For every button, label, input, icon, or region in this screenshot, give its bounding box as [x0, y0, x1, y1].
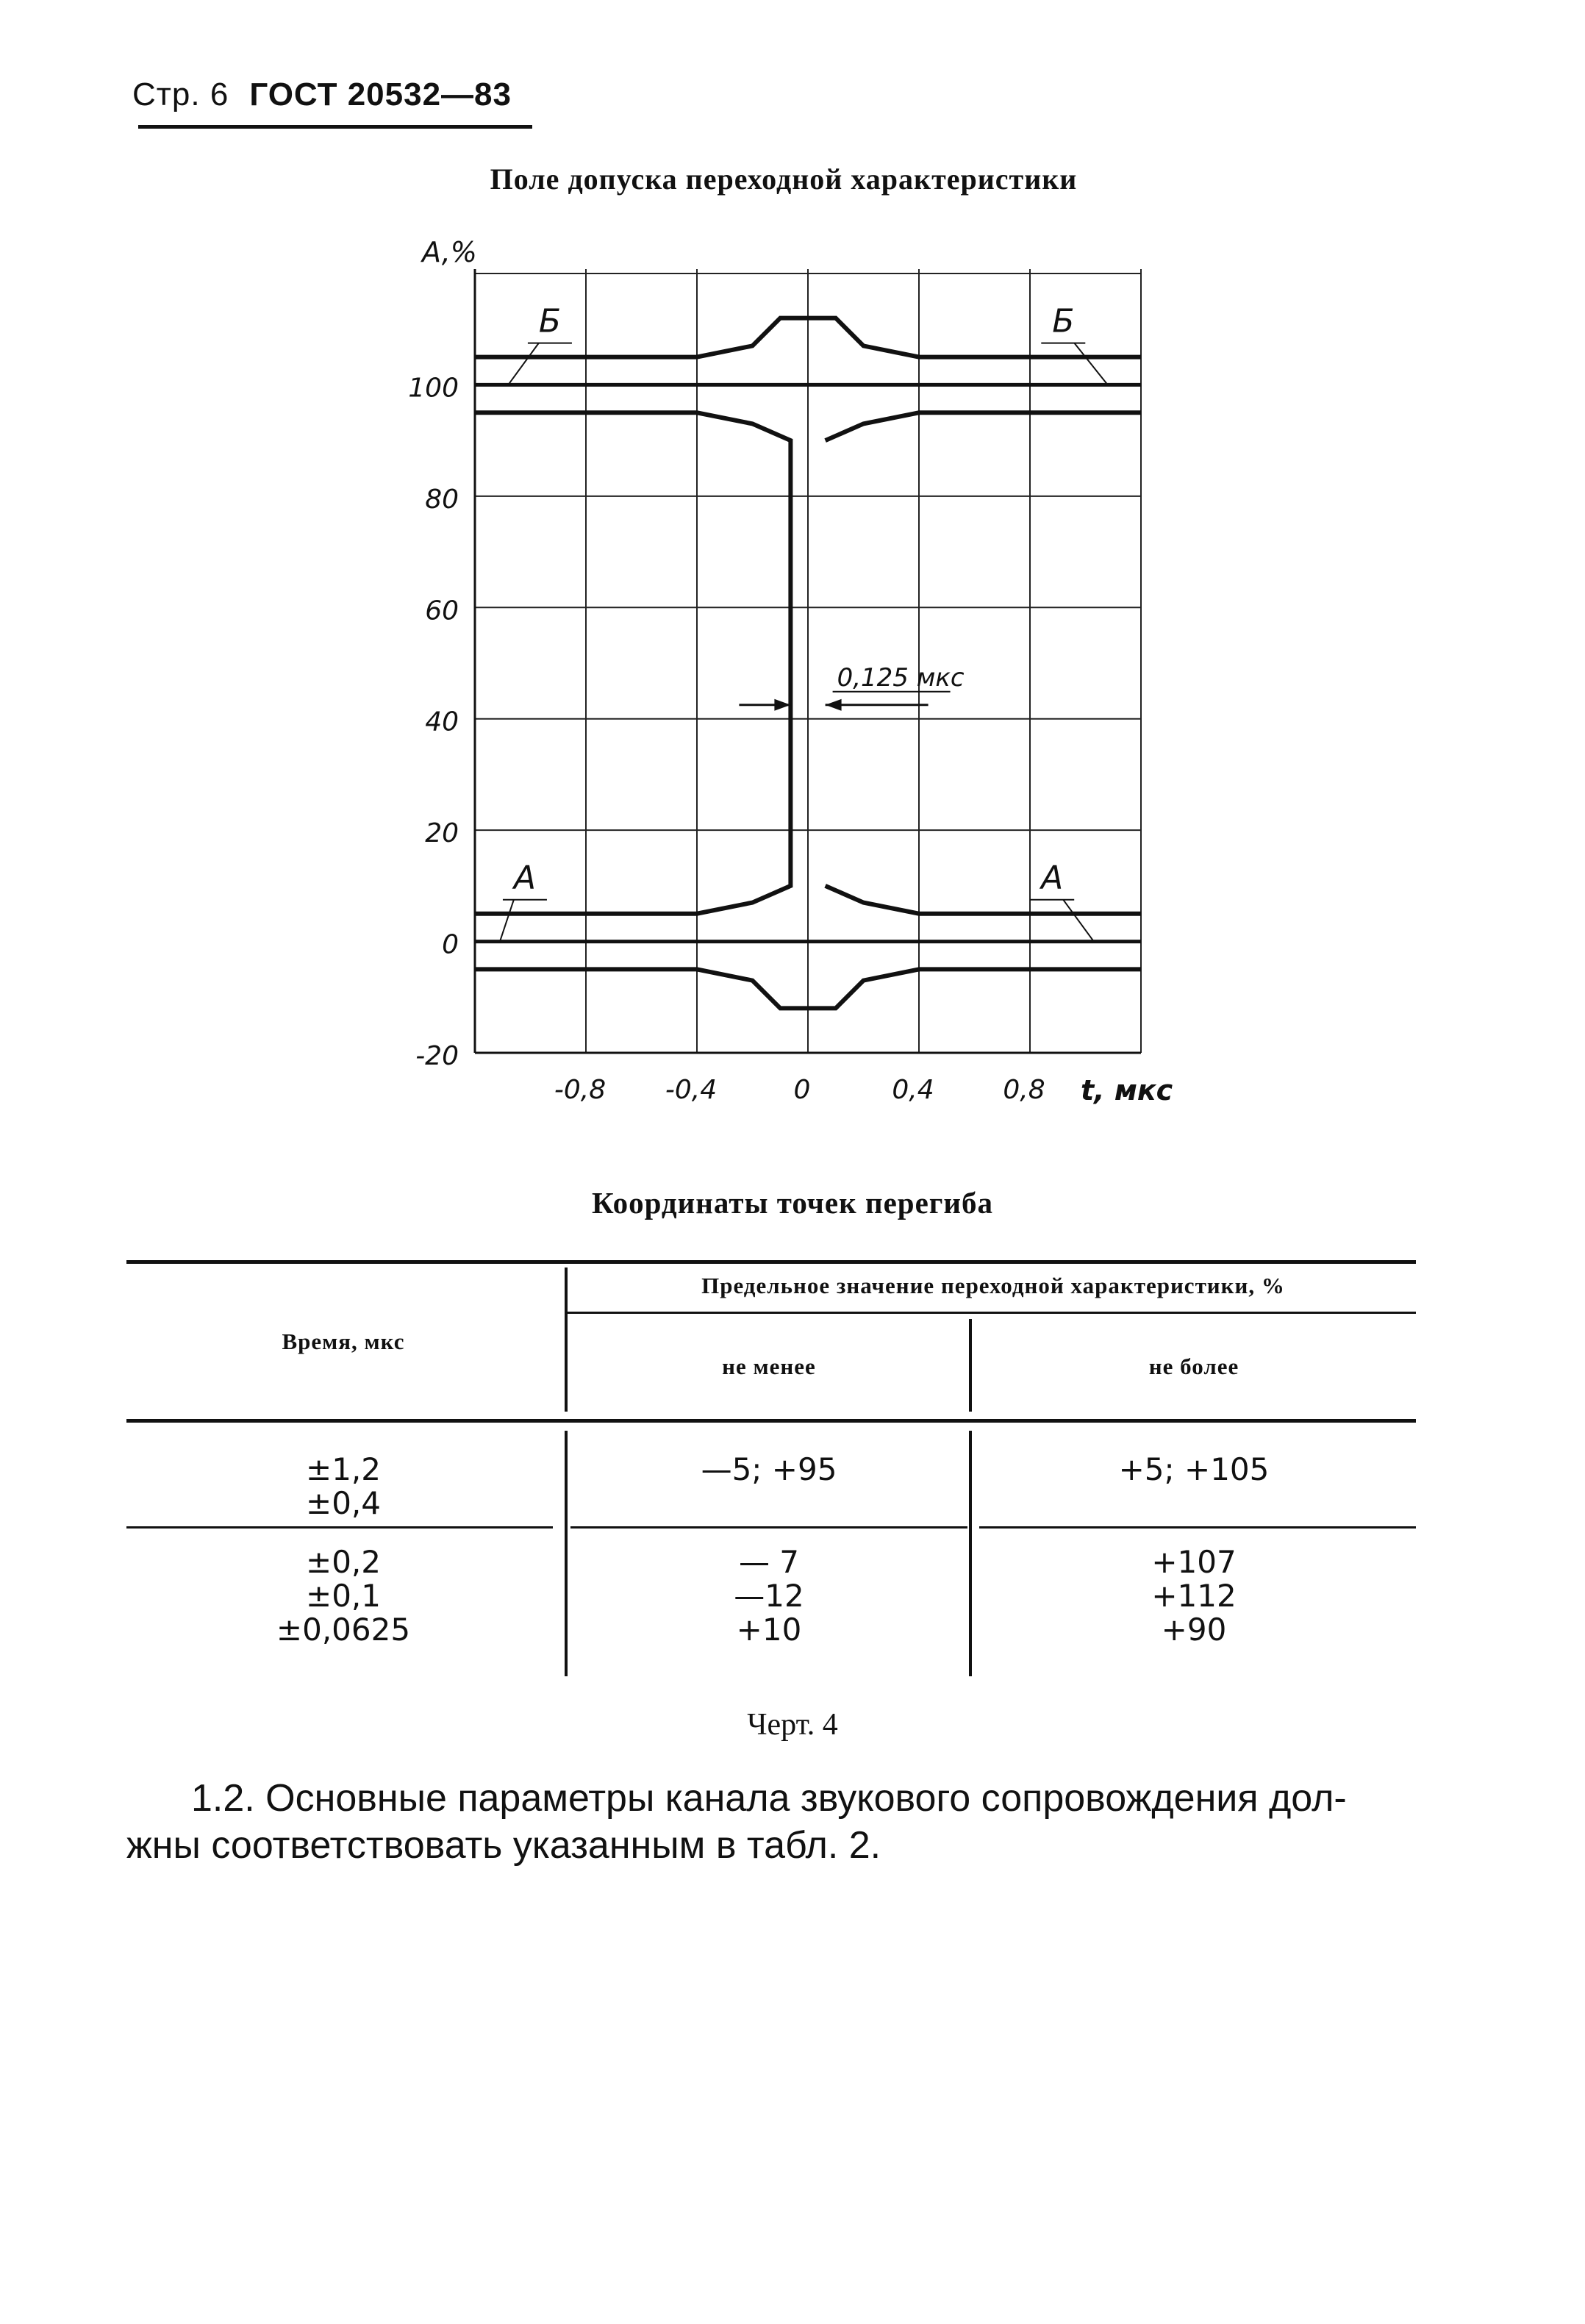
table-group-separator-right: [979, 1526, 1416, 1529]
standard-code: ГОСТ 20532—83: [249, 76, 512, 112]
column-header-max: не более: [1148, 1354, 1239, 1379]
time-cell-group-1: [126, 1453, 560, 1520]
table-title: Координаты точек перегиба: [591, 1186, 994, 1220]
x-tick-label: -0,8: [554, 1075, 607, 1105]
column-header-min: не менее: [722, 1354, 816, 1379]
marker-leader: [500, 900, 514, 942]
y-tick-label: 40: [425, 707, 459, 737]
y-tick-label: 60: [425, 596, 459, 626]
y-tick-label: 80: [425, 484, 459, 515]
time-value: ±0,2: [306, 1544, 381, 1580]
x-tick-label: 0,4: [892, 1075, 934, 1105]
max-value: +5; +105: [1118, 1451, 1270, 1487]
table-vertical-rule-1: [565, 1268, 568, 1412]
table-top-rule: [126, 1260, 1416, 1264]
paragraph-line-2: жны соответствовать указанным в табл. 2.: [126, 1824, 881, 1867]
min-value: —5; +95: [701, 1451, 837, 1487]
table-header-bottom-rule: [126, 1419, 1416, 1423]
time-cell-group-2: [126, 1545, 560, 1647]
table-group-separator-left: [126, 1526, 553, 1529]
time-value: ±0,1: [306, 1578, 381, 1614]
table-group-header-rule: [568, 1312, 1416, 1314]
dimension-arrow-right: [826, 699, 842, 711]
paragraph-line-1: 1.2. Основные параметры канала звукового сопровождения дол-: [191, 1777, 1347, 1820]
time-value: ±0,4: [306, 1485, 381, 1521]
x-tick-label: 0,8: [1003, 1075, 1045, 1105]
max-value: +107: [1151, 1544, 1237, 1580]
min-cell-group-1: [570, 1453, 967, 1487]
y-axis-label: A,%: [422, 236, 477, 268]
max-cell-group-2: [972, 1545, 1416, 1647]
min-value: +10: [736, 1612, 802, 1648]
max-cell-group-1: [972, 1453, 1416, 1487]
x-tick-label: 0: [793, 1075, 811, 1105]
envelope-marker-label: Б: [1052, 302, 1075, 340]
max-value: +90: [1161, 1612, 1227, 1648]
chart-title-text: Поле допуска переходной характеристики: [490, 162, 1078, 196]
y-tick-label: 100: [408, 373, 459, 404]
envelope-marker-label: Б: [538, 302, 562, 340]
y-tick-label: 0: [442, 929, 459, 960]
marker-leader: [1074, 343, 1107, 385]
time-value: ±1,2: [306, 1451, 381, 1487]
figure-caption: Черт. 4: [747, 1708, 838, 1742]
max-value: +112: [1151, 1578, 1237, 1614]
time-value: ±0,0625: [276, 1612, 411, 1648]
series-line-upper-envelope-inner: [475, 412, 790, 913]
min-value: — 7: [738, 1544, 800, 1580]
group-header-limit: Предельное значение переходной характеристики, %: [701, 1273, 1285, 1298]
min-value: —12: [734, 1578, 804, 1614]
page-number: Стр. 6: [132, 76, 229, 112]
envelope-marker-label: A: [513, 859, 537, 897]
table-vertical-rule-1-body: [565, 1431, 568, 1676]
y-tick-label: 20: [425, 818, 459, 849]
body-paragraph: [126, 1775, 1420, 1869]
marker-leader: [508, 343, 539, 385]
x-axis-label: t, мкс: [1081, 1074, 1173, 1106]
marker-leader: [1063, 900, 1094, 942]
envelope-marker-label: A: [1041, 859, 1064, 897]
y-tick-label: -20: [415, 1041, 459, 1071]
table-group-separator-mid: [570, 1526, 967, 1529]
series-line-lower-envelope-inner-right: [826, 886, 1141, 914]
column-header-time: Время, мкс: [282, 1329, 405, 1354]
series-line-upper-envelope-inner-right: [826, 412, 1141, 440]
inflection-points-table: [126, 1260, 1416, 1687]
min-cell-group-2: [570, 1545, 967, 1647]
dimension-annotation: 0,125 мкс: [837, 662, 965, 693]
x-tick-label: -0,4: [665, 1075, 718, 1105]
dimension-arrow-left: [774, 699, 790, 711]
